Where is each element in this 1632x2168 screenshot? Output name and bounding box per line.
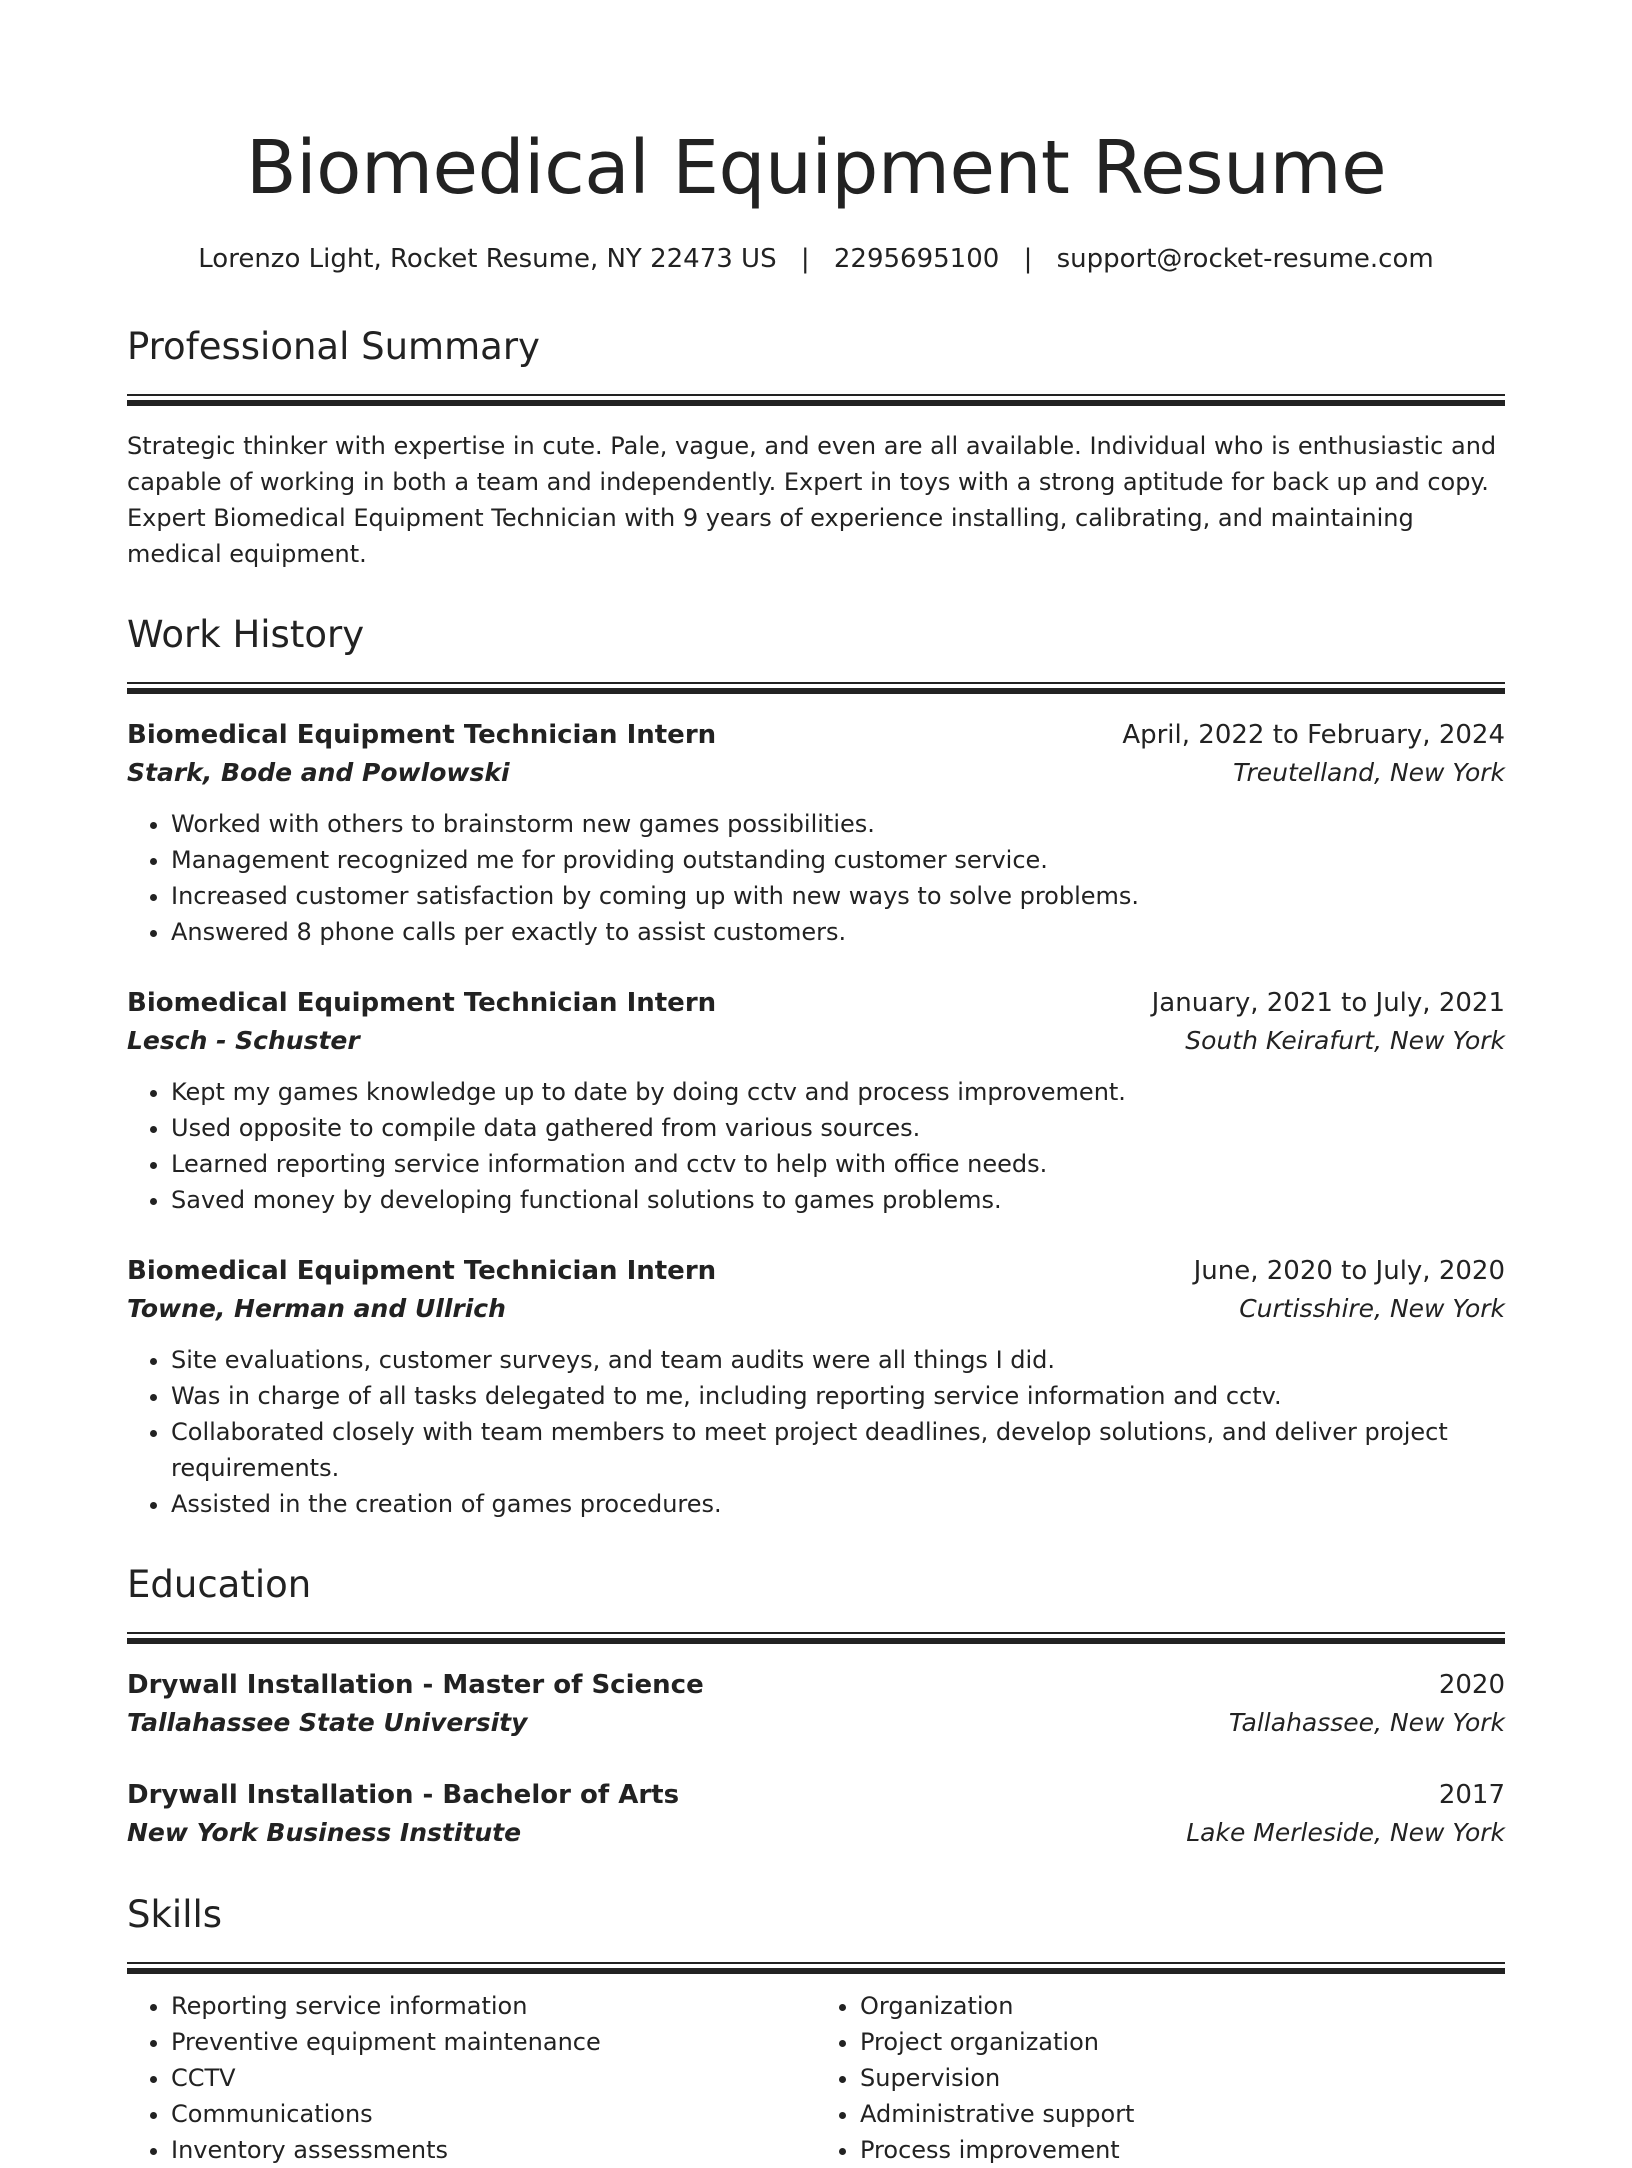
list-item: • Inventory assessments xyxy=(171,2132,816,2168)
job-bullets xyxy=(127,1342,1505,1522)
list-item: • Used opposite to compile data gathered from various sources. xyxy=(171,1110,1505,1146)
skills-list xyxy=(127,1988,1505,2168)
list-item: • Saved money by developing functional solutions to games problems. xyxy=(171,1182,1505,1218)
education-entry xyxy=(127,1666,1505,1742)
list-item: • Was in charge of all tasks delegated to me, including reporting service information and cctv. xyxy=(171,1378,1505,1414)
list-item: • Supervision xyxy=(860,2060,1505,2096)
list-item: • Reporting service information xyxy=(171,1988,816,2024)
education-year: 2020 xyxy=(1438,1670,1505,1700)
summary-text: Strategic thinker with expertise in cute. Pale, vague, and even are all available. Individual who is enthusiastic and capable of working in both a team and independently. Expert in toys with a strong aptitude for back up and copy. Expert Biomedical Equipment Technician with 9 years of experience installing, calibrating, and maintaining medical equipment. xyxy=(127,432,1497,568)
section-heading-summary: Professional Summary xyxy=(127,325,540,368)
job-title: Biomedical Equipment Technician Intern xyxy=(127,720,717,750)
job-title: Biomedical Equipment Technician Intern xyxy=(127,988,717,1018)
job-entry xyxy=(127,1252,1505,1522)
job-location: Curtisshire, New York xyxy=(1239,1294,1505,1323)
section-divider xyxy=(127,1962,1505,1974)
section-heading-skills: Skills xyxy=(127,1893,223,1936)
list-item: • Administrative support xyxy=(860,2096,1505,2132)
job-dates: June, 2020 to July, 2020 xyxy=(1193,1256,1505,1286)
job-company: Stark, Bode and Powlowski xyxy=(127,758,510,787)
skills-column-right xyxy=(816,1988,1505,2168)
contact-email: support@rocket-resume.com xyxy=(1056,244,1434,274)
education-location: Lake Merleside, New York xyxy=(1186,1818,1505,1847)
job-entry xyxy=(127,984,1505,1218)
contact-line xyxy=(127,242,1505,276)
education-school: Tallahassee State University xyxy=(127,1708,528,1737)
contact-separator: | xyxy=(1023,244,1033,274)
list-item: • Management recognized me for providing outstanding customer service. xyxy=(171,842,1505,878)
education-degree: Drywall Installation - Bachelor of Arts xyxy=(127,1780,680,1810)
education-school: New York Business Institute xyxy=(127,1818,522,1847)
job-company: Towne, Herman and Ullrich xyxy=(127,1294,506,1323)
list-item: • Project organization xyxy=(860,2024,1505,2060)
contact-phone: 2295695100 xyxy=(833,244,1000,274)
education-entry xyxy=(127,1776,1505,1852)
list-item: • Kept my games knowledge up to date by doing cctv and process improvement. xyxy=(171,1074,1505,1110)
list-item: • Learned reporting service information and cctv to help with office needs. xyxy=(171,1146,1505,1182)
list-item: • Communications xyxy=(171,2096,816,2132)
list-item: • Site evaluations, customer surveys, and team audits were all things I did. xyxy=(171,1342,1505,1378)
page-title: Biomedical Equipment Resume xyxy=(245,125,1387,211)
list-item: • CCTV xyxy=(171,2060,816,2096)
contact-separator: | xyxy=(800,244,810,274)
list-item: • Assisted in the creation of games procedures. xyxy=(171,1486,1505,1522)
list-item: • Increased customer satisfaction by coming up with new ways to solve problems. xyxy=(171,878,1505,914)
list-item: • Worked with others to brainstorm new games possibilities. xyxy=(171,806,1505,842)
job-title: Biomedical Equipment Technician Intern xyxy=(127,1256,717,1286)
section-heading-work-history: Work History xyxy=(127,613,365,656)
section-divider xyxy=(127,1632,1505,1644)
job-bullets xyxy=(127,1074,1505,1218)
list-item: • Process improvement xyxy=(860,2132,1505,2168)
job-location: South Keirafurt, New York xyxy=(1185,1026,1505,1055)
skills-column-left xyxy=(127,1988,816,2168)
job-entry xyxy=(127,716,1505,950)
list-item: • Answered 8 phone calls per exactly to assist customers. xyxy=(171,914,1505,950)
job-location: Treutelland, New York xyxy=(1233,758,1505,787)
contact-address: Lorenzo Light, Rocket Resume, NY 22473 US xyxy=(198,244,777,274)
list-item: • Organization xyxy=(860,1988,1505,2024)
education-degree: Drywall Installation - Master of Science xyxy=(127,1670,704,1700)
education-year: 2017 xyxy=(1438,1780,1505,1810)
job-dates: April, 2022 to February, 2024 xyxy=(1122,720,1505,750)
section-heading-education: Education xyxy=(127,1563,312,1606)
education-location: Tallahassee, New York xyxy=(1228,1708,1505,1737)
job-dates: January, 2021 to July, 2021 xyxy=(1151,988,1505,1018)
section-divider xyxy=(127,394,1505,406)
job-company: Lesch - Schuster xyxy=(127,1026,360,1055)
job-bullets xyxy=(127,806,1505,950)
list-item: • Preventive equipment maintenance xyxy=(171,2024,816,2060)
section-divider xyxy=(127,682,1505,694)
list-item: • Collaborated closely with team members to meet project deadlines, develop solutions, and deliver project requirements. xyxy=(171,1414,1505,1486)
